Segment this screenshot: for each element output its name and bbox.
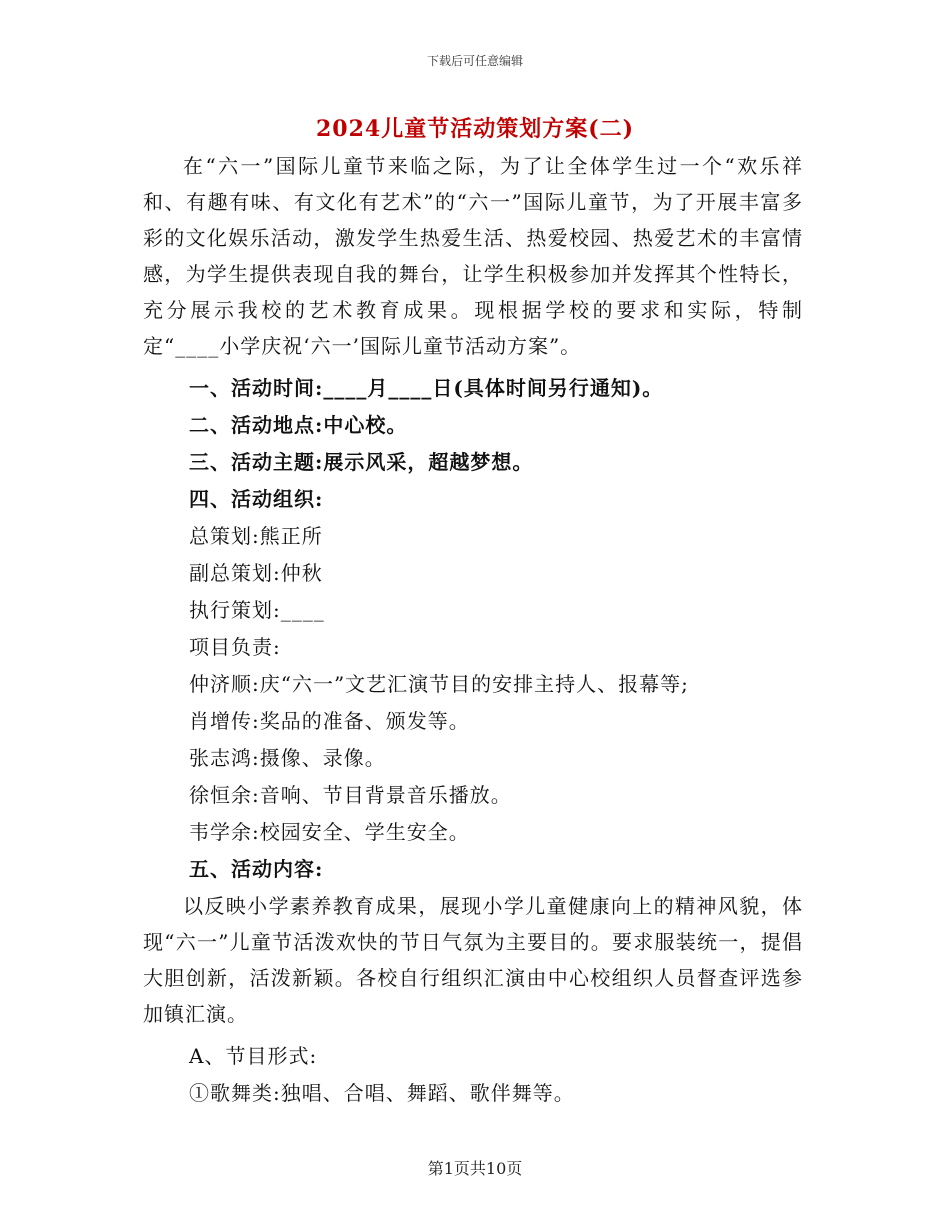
org-item: 仲济顺:庆“六一”文艺汇演节目的安排主持人、报幕等; [189, 672, 689, 696]
org-item: 总策划:熊正所 [189, 524, 323, 548]
org-item: 执行策划:____ [189, 598, 325, 622]
forms-item: ①歌舞类:独唱、合唱、舞蹈、歌伴舞等。 [189, 1081, 575, 1105]
page-footer: 第1页共10页 [427, 1159, 523, 1178]
org-item: 肖增传:奖品的准备、颁发等。 [189, 709, 470, 733]
org-item: 韦学余:校园安全、学生安全。 [189, 820, 470, 844]
section-place: 二、活动地点:中心校。 [189, 413, 408, 437]
org-item: 项目负责: [189, 635, 281, 659]
section-theme: 三、活动主题:展示风采，超越梦想。 [189, 450, 534, 474]
intro-paragraph: 在“六一”国际儿童节来临之际，为了让全体学生过一个“欢乐祥和、有趣有味、有文化有艺术”的“六一”国际儿童节，为了开展丰富多彩的文化娱乐活动，激发学生热爱生活、热爱校园、热爱艺术的丰富情感，为学生提供表现自我的舞台，让学生积极参加并发挥其个性特长，充分展示我校的艺术教育成果。现根据学校的要求和实际，特制定“____小学庆祝‘六一’国际儿童节活动方案”。 [143, 154, 803, 358]
org-item: 徐恒余:音响、节目背景音乐播放。 [189, 783, 512, 807]
forms-heading: A、节目形式: [189, 1044, 318, 1068]
section-time: 一、活动时间:____月____日(具体时间另行通知)。 [189, 376, 664, 400]
org-item: 张志鸿:摄像、录像。 [189, 746, 386, 770]
document-title: 2024儿童节活动策划方案(二) [315, 116, 635, 142]
section-organization: 四、活动组织: [189, 487, 324, 511]
page-header-note: 下载后可任意编辑 [426, 54, 523, 68]
content-paragraph: 以反映小学素养教育成果，展现小学儿童健康向上的精神风貌，体现“六一”儿童节活泼欢快的节日气氛为主要目的。要求服装统一，提倡大胆创新，活泼新颖。各校自行组织汇演由中心校组织人员督查评选参加镇汇演。 [143, 894, 803, 1026]
document-body [143, 148, 803, 1112]
org-item: 副总策划:仲秋 [189, 561, 323, 585]
section-content: 五、活动内容: [189, 857, 324, 881]
